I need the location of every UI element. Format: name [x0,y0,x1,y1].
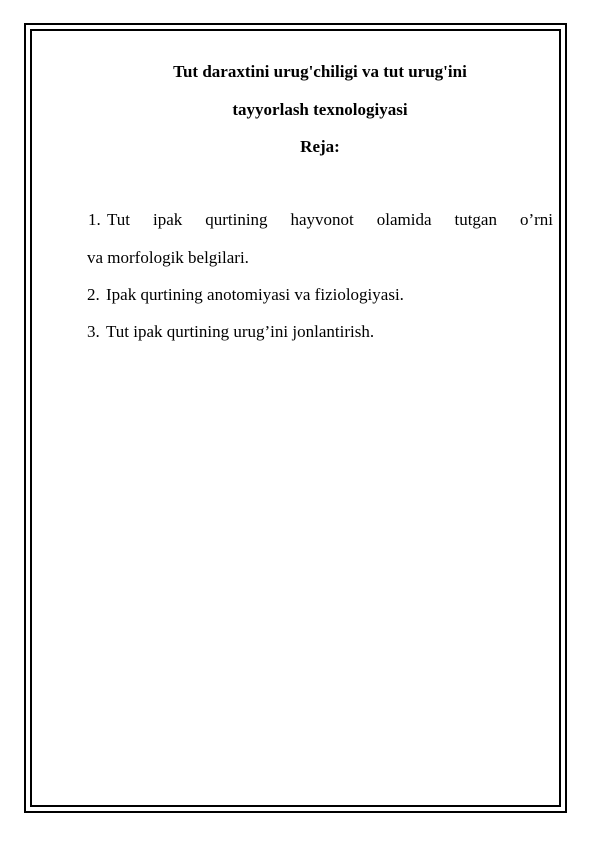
plan-item-number: 3. [87,322,100,341]
plan-item-number: 2. [87,285,100,304]
plan-item-3 [87,322,553,342]
plan-list [87,210,553,359]
plan-item-2 [87,285,553,305]
document-title-line1: Tut daraxtini urug'chiligi va tut urug'ini [173,62,467,81]
plan-heading: Reja: [300,137,340,156]
plan-item-text: Tut ipak qurtining hayvonot olamida tutgan o’rni [107,210,553,229]
document-title-line2: tayyorlash texnologiyasi [232,100,408,119]
plan-item-number: 1. [88,210,101,229]
plan-item-text-continued: va morfologik belgilari. [87,248,249,267]
plan-item-1 [87,210,553,268]
plan-item-text: Ipak qurtining anotomiyasi va fiziologiyasi. [106,285,404,304]
plan-item-text: Tut ipak qurtining urug’ini jonlantirish. [106,322,375,341]
